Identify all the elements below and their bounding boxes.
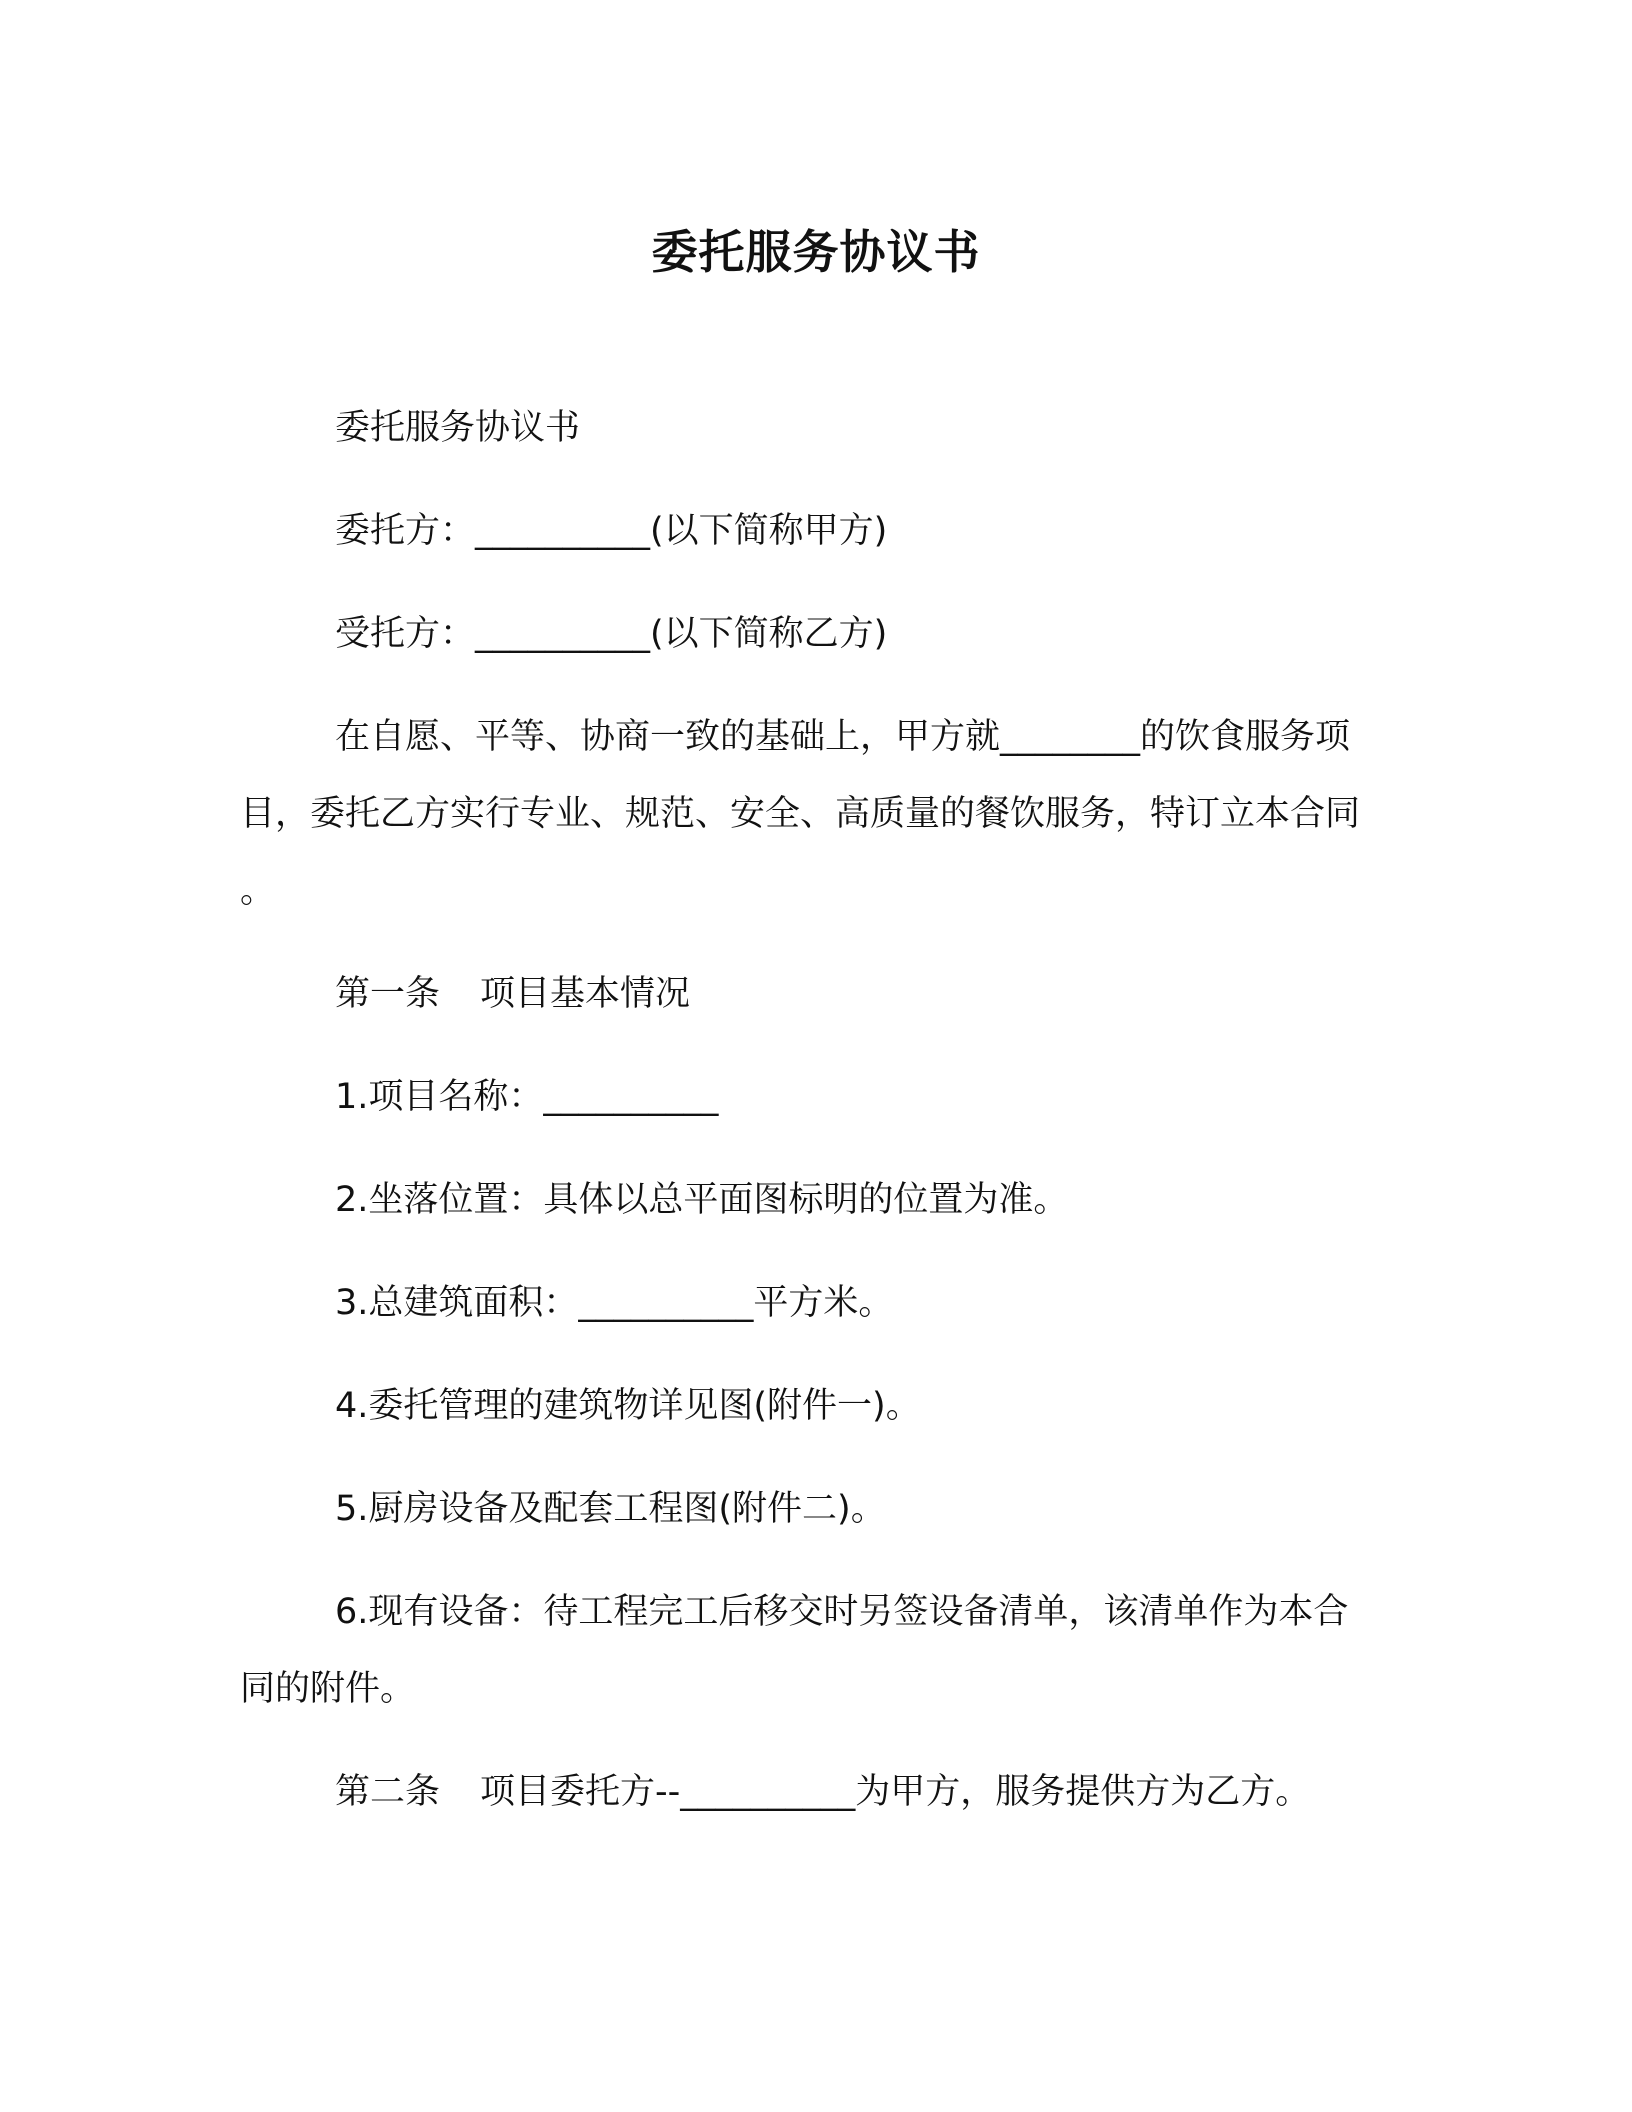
article-1-title: 项目基本情况 <box>480 974 691 1014</box>
client-party-paragraph: 委托方：__________(以下简称甲方) <box>335 511 888 551</box>
item-location: 2.坐落位置：具体以总平面图标明的位置为准。 <box>335 1180 1069 1220</box>
article-1-heading <box>240 956 1375 1033</box>
item-existing-equipment: 6.现有设备：待工程完工后移交时另签设备清单，该清单作为本合同的附件。 <box>240 1592 1349 1709</box>
article-2-number: 第二条 <box>335 1772 441 1812</box>
document-body <box>240 390 1375 1857</box>
item-total-area: 3.总建筑面积：__________平方米。 <box>335 1283 894 1323</box>
item-project-name: 1.项目名称：__________ <box>335 1077 719 1117</box>
item-building-appendix: 4.委托管理的建筑物详见图(附件一)。 <box>335 1386 921 1426</box>
article-2-text: 项目委托方--__________为甲方，服务提供方为乙方。 <box>480 1772 1311 1812</box>
item-kitchen-appendix: 5.厨房设备及配套工程图(附件二)。 <box>335 1489 886 1529</box>
subtitle-paragraph: 委托服务协议书 <box>335 408 581 448</box>
preamble-paragraph: 在自愿、平等、协商一致的基础上，甲方就________的饮食服务项目，委托乙方实行专业、规范、安全、高质量的餐饮服务，特订立本合同。 <box>240 717 1361 911</box>
article-2-paragraph <box>240 1754 1375 1831</box>
contractor-party-paragraph: 受托方：__________(以下简称乙方) <box>335 614 888 654</box>
article-1-number: 第一条 <box>335 974 441 1014</box>
document-title: 委托服务协议书 <box>651 225 981 279</box>
